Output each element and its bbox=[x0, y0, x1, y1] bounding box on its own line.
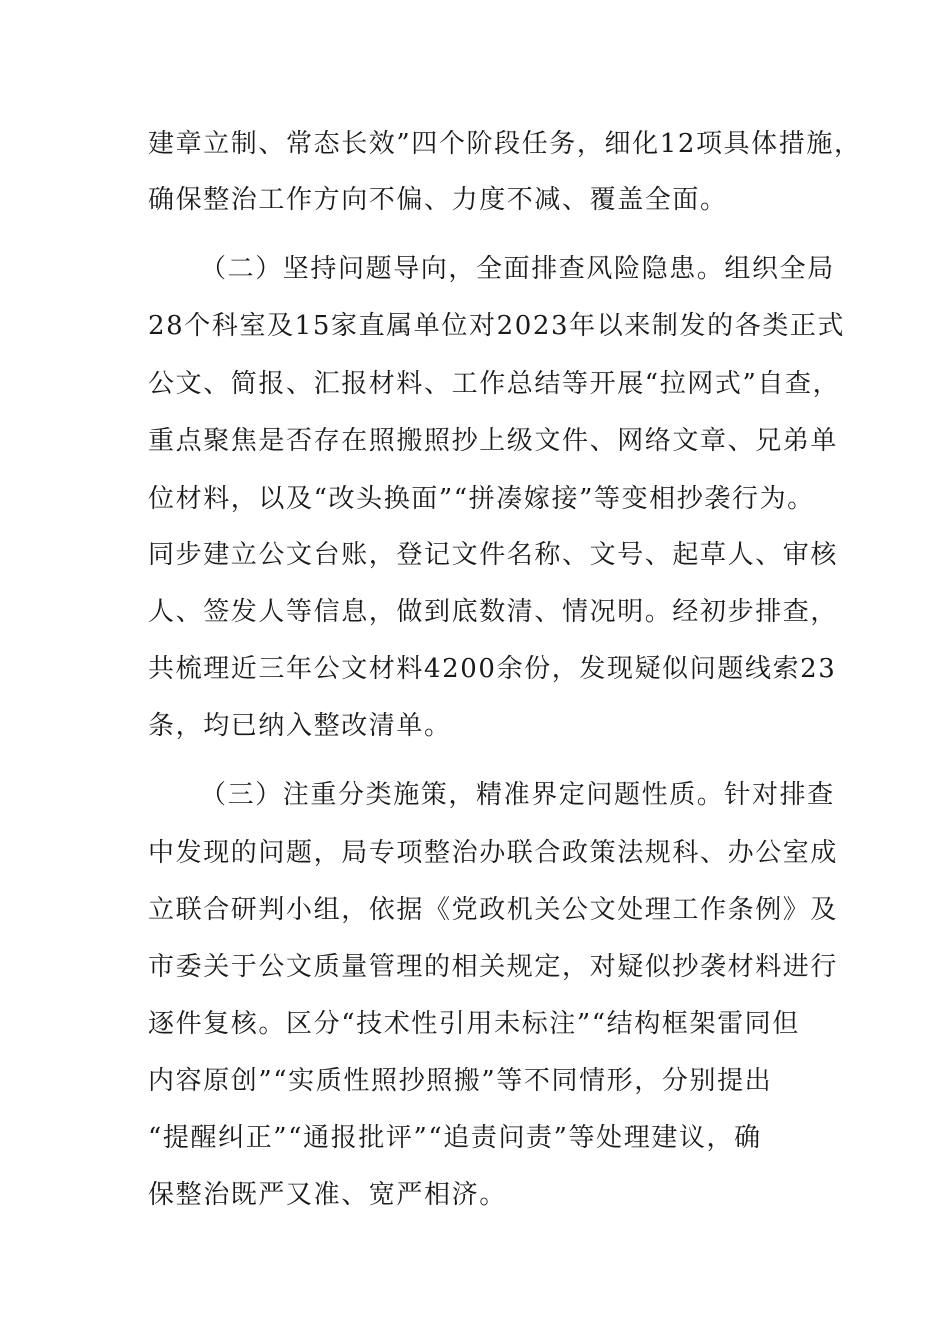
text-line: 同步建立公文台账，登记文件名称、文号、起草人、审核 bbox=[148, 540, 839, 570]
text-line: 建章立制、常态长效”四个阶段任务，细化12项具体措施， bbox=[148, 129, 862, 159]
text-line: 重点聚焦是否存在照搬照抄上级文件、网络文章、兄弟单 bbox=[148, 426, 839, 456]
paragraph-heading-3: （三）注重分类施策，精准界定问题性质。针对排查 bbox=[200, 780, 835, 810]
text-line: 中发现的问题，局专项整治办联合政策法规科、办公室成 bbox=[148, 838, 839, 868]
text-line: 立联合研判小组，依据《党政机关公文处理工作条例》及 bbox=[148, 895, 839, 925]
paragraph-heading-2: （二）坚持问题导向，全面排查风险隐患。组织全局 bbox=[200, 254, 835, 284]
text-line: 28个科室及15家直属单位对2023年以来制发的各类正式 bbox=[148, 311, 846, 341]
text-line: 共梳理近三年公文材料4200余份，发现疑似问题线索23 bbox=[148, 654, 837, 684]
text-line: 公文、简报、汇报材料、工作总结等开展“拉网式”自查， bbox=[148, 369, 841, 399]
text-line: 位材料，以及“改头换面”“拼凑嫁接”等变相抄袭行为。 bbox=[148, 484, 815, 514]
text-line: 条，均已纳入整改清单。 bbox=[148, 711, 452, 741]
text-line: 保整治既严又准、宽严相济。 bbox=[148, 1180, 507, 1210]
text-line: 逐件复核。区分“技术性引用未标注”“结构框架雷同但 bbox=[148, 1009, 800, 1039]
text-line: 市委关于公文质量管理的相关规定，对疑似抄袭材料进行 bbox=[148, 952, 839, 982]
text-line: 内容原创”“实质性照抄照搬”等不同情形，分别提出 bbox=[148, 1066, 773, 1096]
text-line: 确保整治工作方向不偏、力度不减、覆盖全面。 bbox=[148, 185, 728, 215]
text-line: 人、签发人等信息，做到底数清、情况明。经初步排查， bbox=[148, 597, 839, 627]
text-line: “提醒纠正”“通报批评”“追责问责”等处理建议，确 bbox=[148, 1123, 762, 1153]
